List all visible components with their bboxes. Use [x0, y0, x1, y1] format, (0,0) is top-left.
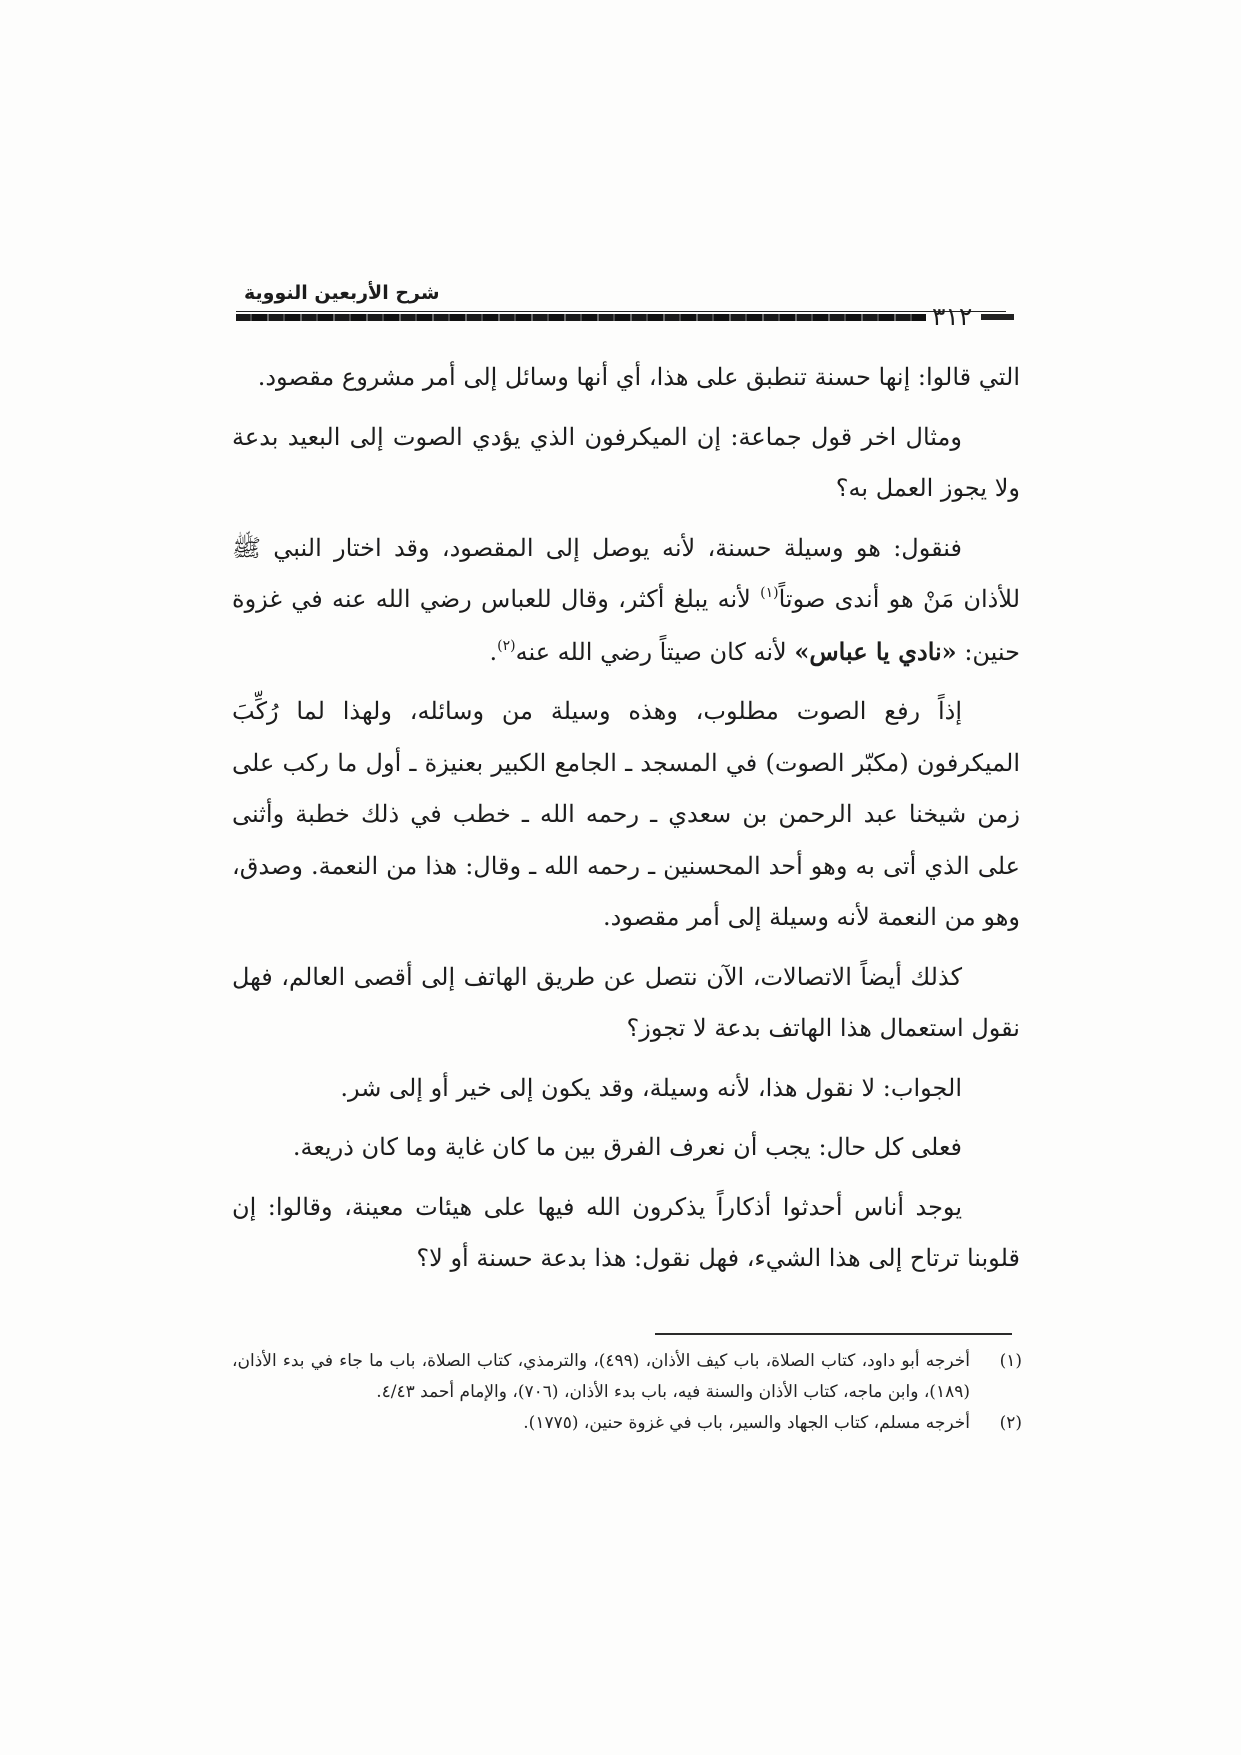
header-rule-thin — [236, 311, 1006, 312]
paragraph-3-part-a: فنقول: هو وسيلة حسنة، لأنه يوصل إلى المقصود، وقد اختار النبي ﷺ للأذان مَنْ هو أندى صوتاً — [232, 533, 1021, 613]
footnote-number: (١) — [999, 1351, 1022, 1371]
paragraph-3-part-c: لأنه كان صيتاً رضي الله عنه — [515, 637, 795, 666]
main-text — [232, 352, 1020, 1293]
page-header — [236, 282, 1016, 330]
running-title: شرح الأربعين النووية — [244, 282, 440, 304]
header-rule-thick — [236, 314, 926, 321]
paragraph-7: فعلى كل حال: يجب أن نعرف الفرق بين ما كان غاية وما كان ذريعة. — [292, 1133, 962, 1161]
footnote-1 — [232, 1346, 1022, 1408]
footnote-separator — [655, 1333, 1012, 1335]
paragraph-3-part-d: . — [489, 637, 498, 666]
paragraph-2: ومثال اخر قول جماعة: إن الميكرفون الذي يؤدي الصوت إلى البعيد بدعة ولا يجوز العمل به؟ — [232, 422, 1020, 502]
paragraph-5: كذلك أيضاً الاتصالات، الآن نتصل عن طريق الهاتف إلى أقصى العالم، فهل نقول استعمال هذا الهاتف بدعة لا تجوز؟ — [232, 962, 1020, 1042]
paragraph-3 — [232, 523, 1020, 679]
paragraph-1: التي قالوا: إنها حسنة تنطبق على هذا، أي أنها وسائل إلى أمر مشروع مقصود. — [257, 363, 1020, 391]
header-rule-tail — [981, 314, 1014, 320]
footnotes — [232, 1346, 1022, 1439]
footnote-2 — [232, 1408, 1022, 1439]
paragraph-3-part-b: لأنه يبلغ أكثر، وقال للعباس رضي الله عنه في غزوة حنين: — [232, 585, 1020, 666]
footnote-text: أخرجه أبو داود، كتاب الصلاة، باب كيف الأذان، (٤٩٩)، والترمذي، كتاب الصلاة، باب ما جاء في بدء الأذان، (١٨٩)، وابن ماجه، كتاب الأذان والسنة فيه، باب بدء الأذان، (٧٠٦)، والإمام أحمد ٤/٤٣. — [232, 1351, 971, 1402]
paragraph-8: يوجد أناس أحدثوا أذكاراً يذكرون الله فيها على هيئات معينة، وقالوا: إن قلوبنا ترتاح إلى هذا الشيء، فهل نقول: هذا بدعة حسنة أو لا؟ — [232, 1192, 1020, 1272]
hadith-quote: «نادي يا عباس» — [794, 636, 957, 666]
page-number: ٣١٢ — [932, 302, 973, 331]
footnote-number: (٢) — [999, 1413, 1022, 1433]
footnote-text: أخرجه مسلم، كتاب الجهاد والسير، باب في غزوة حنين، (١٧٧٥). — [523, 1413, 970, 1433]
footnote-ref-2: (٢) — [497, 637, 516, 654]
paragraph-4: إذاً رفع الصوت مطلوب، وهذه وسيلة من وسائله، ولهذا لما رُكِّبَ الميكرفون (مكبّر الصوت) في المسجد ـ الجامع الكبير بعنيزة ـ أول ما ركب على زمن شيخنا عبد الرحمن بن سعدي ـ رحمه الله ـ خطب في ذلك خطبة وأثنى على الذي أتى به وهو أحد المحسنين ـ رحمه الله ـ وقال: هذا من النعمة. وصدق، وهو من النعمة لأنه وسيلة إلى أمر مقصود. — [232, 697, 1020, 931]
paragraph-6: الجواب: لا نقول هذا، لأنه وسيلة، وقد يكون إلى خير أو إلى شر. — [340, 1073, 962, 1102]
footnote-ref-1: (١) — [760, 585, 779, 601]
